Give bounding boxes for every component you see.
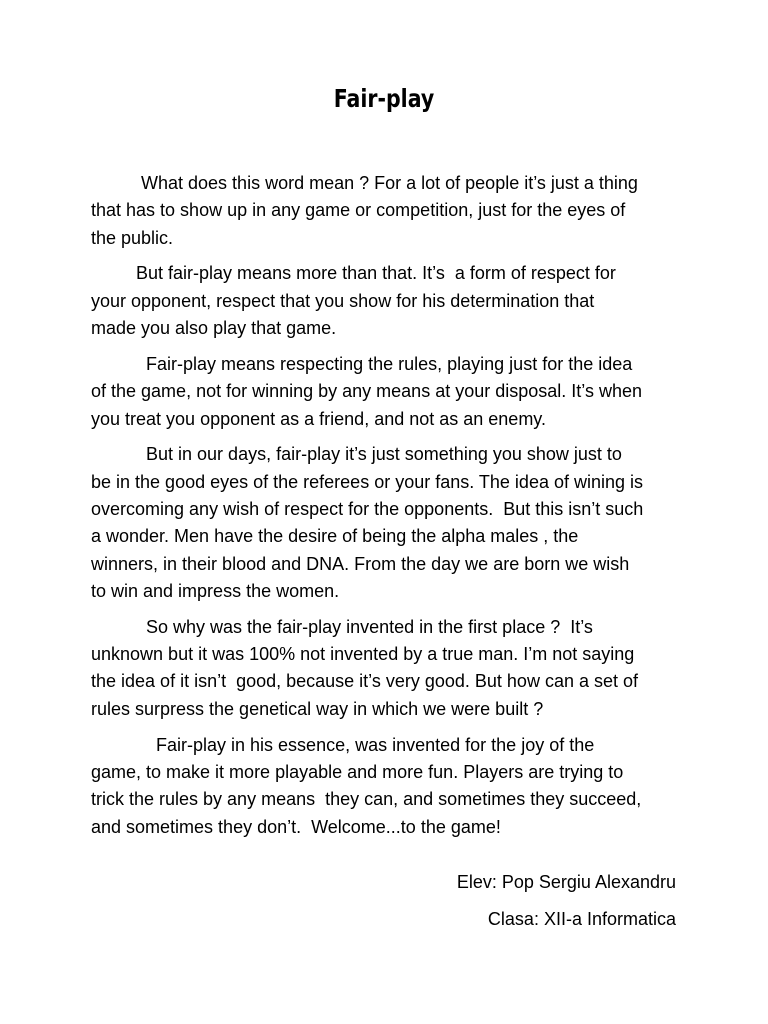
paragraph-line: that has to show up in any game or competition, just for the eyes of — [91, 200, 626, 221]
paragraph-line: What does this word mean ? For a lot of people it’s just a thing — [91, 173, 638, 193]
paragraph-line: rules surpress the genetical way in which we were built ? — [91, 698, 544, 719]
paragraph-line: overcoming any wish of respect for the opponents. But this isn’t such — [91, 499, 644, 520]
paragraph-line: trick the rules by any means they can, and sometimes they succeed, — [91, 789, 642, 810]
paragraph-line: a wonder. Men have the desire of being the alpha males , the — [91, 526, 579, 547]
paragraph — [91, 614, 691, 723]
paragraph — [91, 260, 691, 342]
paragraph — [91, 170, 691, 252]
paragraph — [91, 441, 691, 605]
paragraph-line: Fair-play in his essence, was invented for the joy of the — [91, 734, 595, 755]
paragraph-line: But fair-play means more than that. It’s a form of respect for — [91, 263, 616, 284]
paragraph-line: made you also play that game. — [91, 318, 337, 339]
paragraph-line: your opponent, respect that you show for his determination that — [91, 290, 595, 311]
paragraph-line: you treat you opponent as a friend, and not as an enemy. — [91, 408, 546, 429]
paragraph-line: game, to make it more playable and more fun. Players are trying to — [91, 761, 624, 782]
paragraph — [91, 732, 691, 841]
paragraph-line: But in our days, fair-play it’s just something you show just to — [91, 444, 622, 465]
paragraph-line: of the game, not for winning by any means at your disposal. It’s when — [91, 381, 642, 402]
paragraph-line: unknown but it was 100% not invented by a true man. I’m not saying — [91, 644, 635, 665]
paragraph-line: be in the good eyes of the referees or your fans. The idea of wining is — [91, 471, 644, 492]
paragraph-line: So why was the fair-play invented in the first place ? It’s — [91, 616, 593, 637]
paragraph-line: and sometimes they don’t. Welcome...to the game! — [91, 816, 501, 837]
paragraph-line: to win and impress the women. — [91, 580, 340, 601]
paragraph-line: the idea of it isn’t good, because it’s very good. But how can a set of — [91, 671, 639, 692]
document-title: Fair-play — [333, 84, 435, 113]
document-body — [91, 170, 691, 849]
paragraph-line: winners, in their blood and DNA. From the day we are born we wish — [91, 553, 630, 574]
paragraph — [91, 351, 691, 433]
paragraph-line: the public. — [91, 227, 174, 248]
signature-student: Elev: Pop Sergiu Alexandru — [456, 872, 676, 892]
paragraph-line: Fair-play means respecting the rules, playing just for the idea — [91, 353, 633, 374]
signature-class: Clasa: XII-a Informatica — [487, 909, 676, 929]
